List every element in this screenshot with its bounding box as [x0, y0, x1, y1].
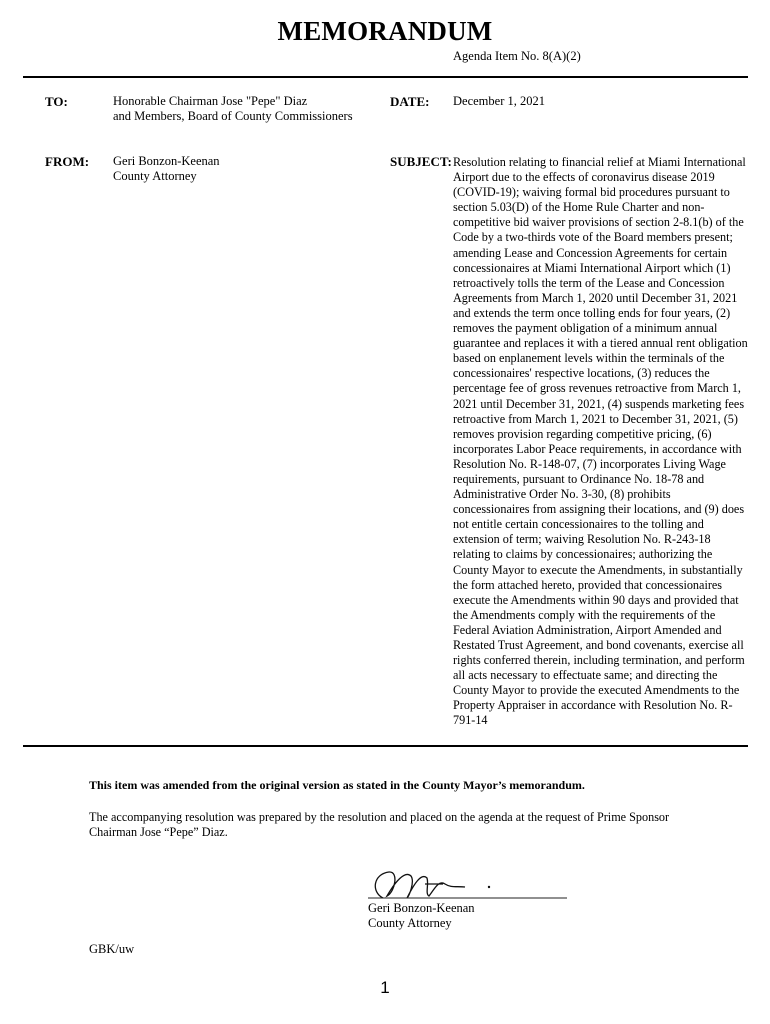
agenda-item-number: Agenda Item No. 8(A)(2)	[453, 49, 581, 63]
to-line-1: Honorable Chairman Jose "Pepe" Diaz	[113, 94, 308, 108]
top-divider	[23, 76, 748, 78]
memo-title: MEMORANDUM	[277, 16, 493, 46]
from-line-2: County Attorney	[113, 169, 197, 183]
date-value: December 1, 2021	[453, 94, 545, 108]
to-line-2: and Members, Board of County Commissioners	[113, 109, 353, 123]
to-recipient	[113, 94, 353, 124]
signatory-title: County Attorney	[368, 916, 452, 930]
bottom-divider	[23, 745, 748, 747]
prepared-note: The accompanying resolution was prepared by the resolution and placed on the agenda at the request of Prime Sponsor Chairman Jose “Pepe” Diaz.	[89, 810, 670, 839]
from-line-1: Geri Bonzon-Keenan	[113, 154, 220, 168]
typist-initials: GBK/uw	[89, 942, 135, 956]
amended-notice: This item was amended from the original version as stated in the County Mayor’s memorandum.	[89, 778, 585, 792]
signatory-block	[368, 901, 475, 931]
page-number: 1	[380, 978, 390, 997]
from-sender	[113, 154, 220, 184]
subject-text: Resolution relating to financial relief at Miami International Airport due to the effects of coronavirus disease 2019 (COVID-19); waiving formal bid procedures pursuant to section 5.03(D) of the Home Rule Charter and non-competitive bid waiver provisions of section 2-8.1(b) of the Code by a two-thirds vote of the Board members present; amending Lease and Concession Agreements for certain concessionaires at Miami International Airport which (1) retroactively tolls the term of the Lease and Concession Agreements from March 1, 2020 until December 31, 2021 and extends the term once tolling ends for four years, (2) removes the payment obligation of a minimum annual guarantee and replaces it with a tiered annual rent obligation based on enplanement levels within the terminals of the concessionaires' respective locations, (3) reduces the percentage fee of gross revenues retroactive from March 1, 2021 until December 31, 2021, (4) suspends marketing fees retroactive from March 1, 2021 to December 31, 2021, (5) removes provision regarding competitive pricing, (6) incorporates Labor Peace requirements, in accordance with Resolution No. R-148-07, (7) incorporates Living Wage requirements, pursuant to Ordinance No. 18-78 and Administrative Order No. 3-30, (8) prohibits concessionaires from assigning their locations, and (9) does not entitle certain concessionaires to the tolling and extension of term; waiving Resolution No. R-243-18 relating to claims by concessionaires; authorizing the County Mayor to execute the Amendments, in substantially the form attached hereto, provided that concessionaires execute the Amendments within 90 days and provided that the Amendments comply with the requirements of the Federal Aviation Administration, Airport Amended and Restated Trust Agreement, and bond covenants, exercise all rights conferred therein, including termination, and perform all acts necessary to effectuate same; and directing the County Mayor to provide the executed Amendments to the Property Appraiser in accordance with Resolution No. R-791-14	[453, 155, 748, 728]
to-label: TO:	[45, 94, 68, 109]
signatory-name: Geri Bonzon-Keenan	[368, 901, 475, 915]
from-label: FROM:	[45, 154, 90, 169]
subject-label: SUBJECT:	[390, 154, 452, 169]
date-label: DATE:	[390, 94, 430, 109]
